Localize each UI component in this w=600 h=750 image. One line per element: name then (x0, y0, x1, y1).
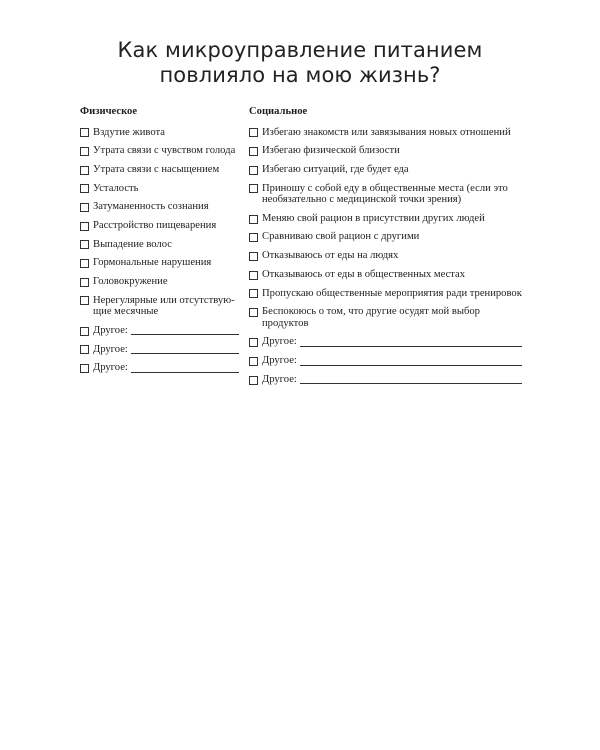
checklist-item (249, 145, 524, 157)
checklist-item-label: Избегаю знакомств или завязывания новых отношений (262, 126, 511, 138)
checkbox-icon[interactable] (249, 215, 258, 224)
checklist-item (80, 295, 245, 318)
checklist-item (249, 250, 524, 262)
checklist-item (249, 306, 524, 329)
checklist-item-label: Нерегулярные или отсутствую-щие месячные (93, 294, 235, 318)
checkbox-icon[interactable] (80, 259, 89, 268)
physical-checklist (80, 127, 245, 374)
checklist-item-label: Головокружение (93, 276, 168, 287)
checklist-item-label: Отказываюсь от еды на людях (262, 250, 399, 262)
checklist-item (249, 269, 524, 281)
other-label: Другое: (262, 355, 297, 367)
checklist-item-label: Приношу с собой еду в общественные места (если это необязательно с медицинской точки зрения) (262, 182, 508, 206)
checklist-item-label: Утрата связи с насыщением (93, 163, 220, 175)
checklist-item (80, 257, 245, 269)
checkbox-icon[interactable] (249, 147, 258, 156)
checkbox-icon[interactable] (80, 240, 89, 249)
checklist-item (249, 231, 524, 243)
title-line-1: Как микроуправление питанием (117, 38, 483, 62)
checklist-item (80, 276, 245, 288)
checkbox-icon[interactable] (80, 327, 89, 336)
checklist-item-label: Гормональные нарушения (93, 257, 212, 269)
checkbox-icon[interactable] (80, 296, 89, 305)
checklist-item (80, 127, 245, 139)
checkbox-icon[interactable] (80, 184, 89, 193)
social-checklist (249, 127, 524, 386)
checkbox-icon[interactable] (80, 203, 89, 212)
other-item (249, 355, 524, 367)
checklist-item (249, 183, 524, 206)
checkbox-icon[interactable] (249, 166, 258, 175)
write-in-line[interactable] (131, 362, 239, 373)
checklist-item (80, 201, 245, 213)
checklist-item (249, 127, 524, 139)
checkbox-icon[interactable] (80, 364, 89, 373)
checklist-item-label: Усталость (93, 182, 139, 194)
checkbox-icon[interactable] (80, 147, 89, 156)
write-in-line[interactable] (131, 344, 239, 355)
checklist-item-label: Вздутие живота (93, 126, 165, 138)
checklist-item-label: Избегаю физической близости (262, 145, 400, 157)
checklist-item-label: Избегаю ситуаций, где будет еда (262, 163, 409, 175)
checklist-item (249, 288, 524, 300)
checklist-item-label: Расстройство пищеварения (93, 219, 217, 231)
checkbox-icon[interactable] (80, 278, 89, 287)
other-label: Другое: (93, 324, 128, 336)
other-item (80, 325, 245, 337)
write-in-line[interactable] (300, 336, 522, 347)
checkbox-icon[interactable] (249, 308, 258, 317)
other-label: Другое: (262, 373, 297, 385)
checkbox-icon[interactable] (249, 338, 258, 347)
write-in-line[interactable] (300, 374, 522, 385)
title-line-2: повлияло на мою жизнь? (159, 63, 441, 87)
checkbox-icon[interactable] (249, 271, 258, 280)
checkbox-icon[interactable] (249, 233, 258, 242)
checkbox-icon[interactable] (80, 166, 89, 175)
other-label: Другое: (93, 343, 128, 355)
checklist-item (80, 164, 245, 176)
checklist-item (80, 220, 245, 232)
checkbox-icon[interactable] (249, 252, 258, 261)
write-in-line[interactable] (300, 355, 522, 366)
checklist-item-label: Беспокоюсь о том, что другие осудят мой выбор продуктов (262, 306, 480, 329)
checkbox-icon[interactable] (80, 345, 89, 354)
other-item (249, 374, 524, 386)
checklist-item (80, 239, 245, 251)
checklist-item-label: Затуманенность сознания (93, 201, 209, 213)
social-heading: Социальное (249, 106, 308, 117)
checklist-item-label: Меняю свой рацион в присутствии других людей (262, 212, 485, 224)
checkbox-icon[interactable] (249, 128, 258, 137)
physical-heading: Физическое (80, 106, 138, 117)
checkbox-icon[interactable] (80, 128, 89, 137)
checkbox-icon[interactable] (80, 222, 89, 231)
checkbox-icon[interactable] (249, 357, 258, 366)
write-in-line[interactable] (131, 325, 239, 336)
checklist-item-label: Сравниваю свой рацион с другими (262, 231, 420, 243)
other-item (80, 344, 245, 356)
other-label: Другое: (93, 362, 128, 374)
other-item (80, 362, 245, 374)
checklist-item (249, 164, 524, 176)
checklist-item-label: Отказываюсь от еды в общественных местах (262, 268, 466, 280)
other-item (249, 336, 524, 348)
checklist-item (80, 183, 245, 195)
checkbox-icon[interactable] (249, 289, 258, 298)
checklist-item (80, 145, 245, 157)
physical-column (80, 106, 245, 381)
checklist-item (249, 213, 524, 225)
page-title (0, 38, 600, 88)
checklist-item-label: Выпадение волос (93, 238, 172, 250)
other-label: Другое: (262, 336, 297, 348)
checkbox-icon[interactable] (249, 184, 258, 193)
checkbox-icon[interactable] (249, 376, 258, 385)
checklist-item-label: Пропускаю общественные мероприятия ради тренировок (262, 287, 522, 299)
social-column (249, 106, 524, 392)
checklist-item-label: Утрата связи с чувством голода (93, 145, 236, 157)
